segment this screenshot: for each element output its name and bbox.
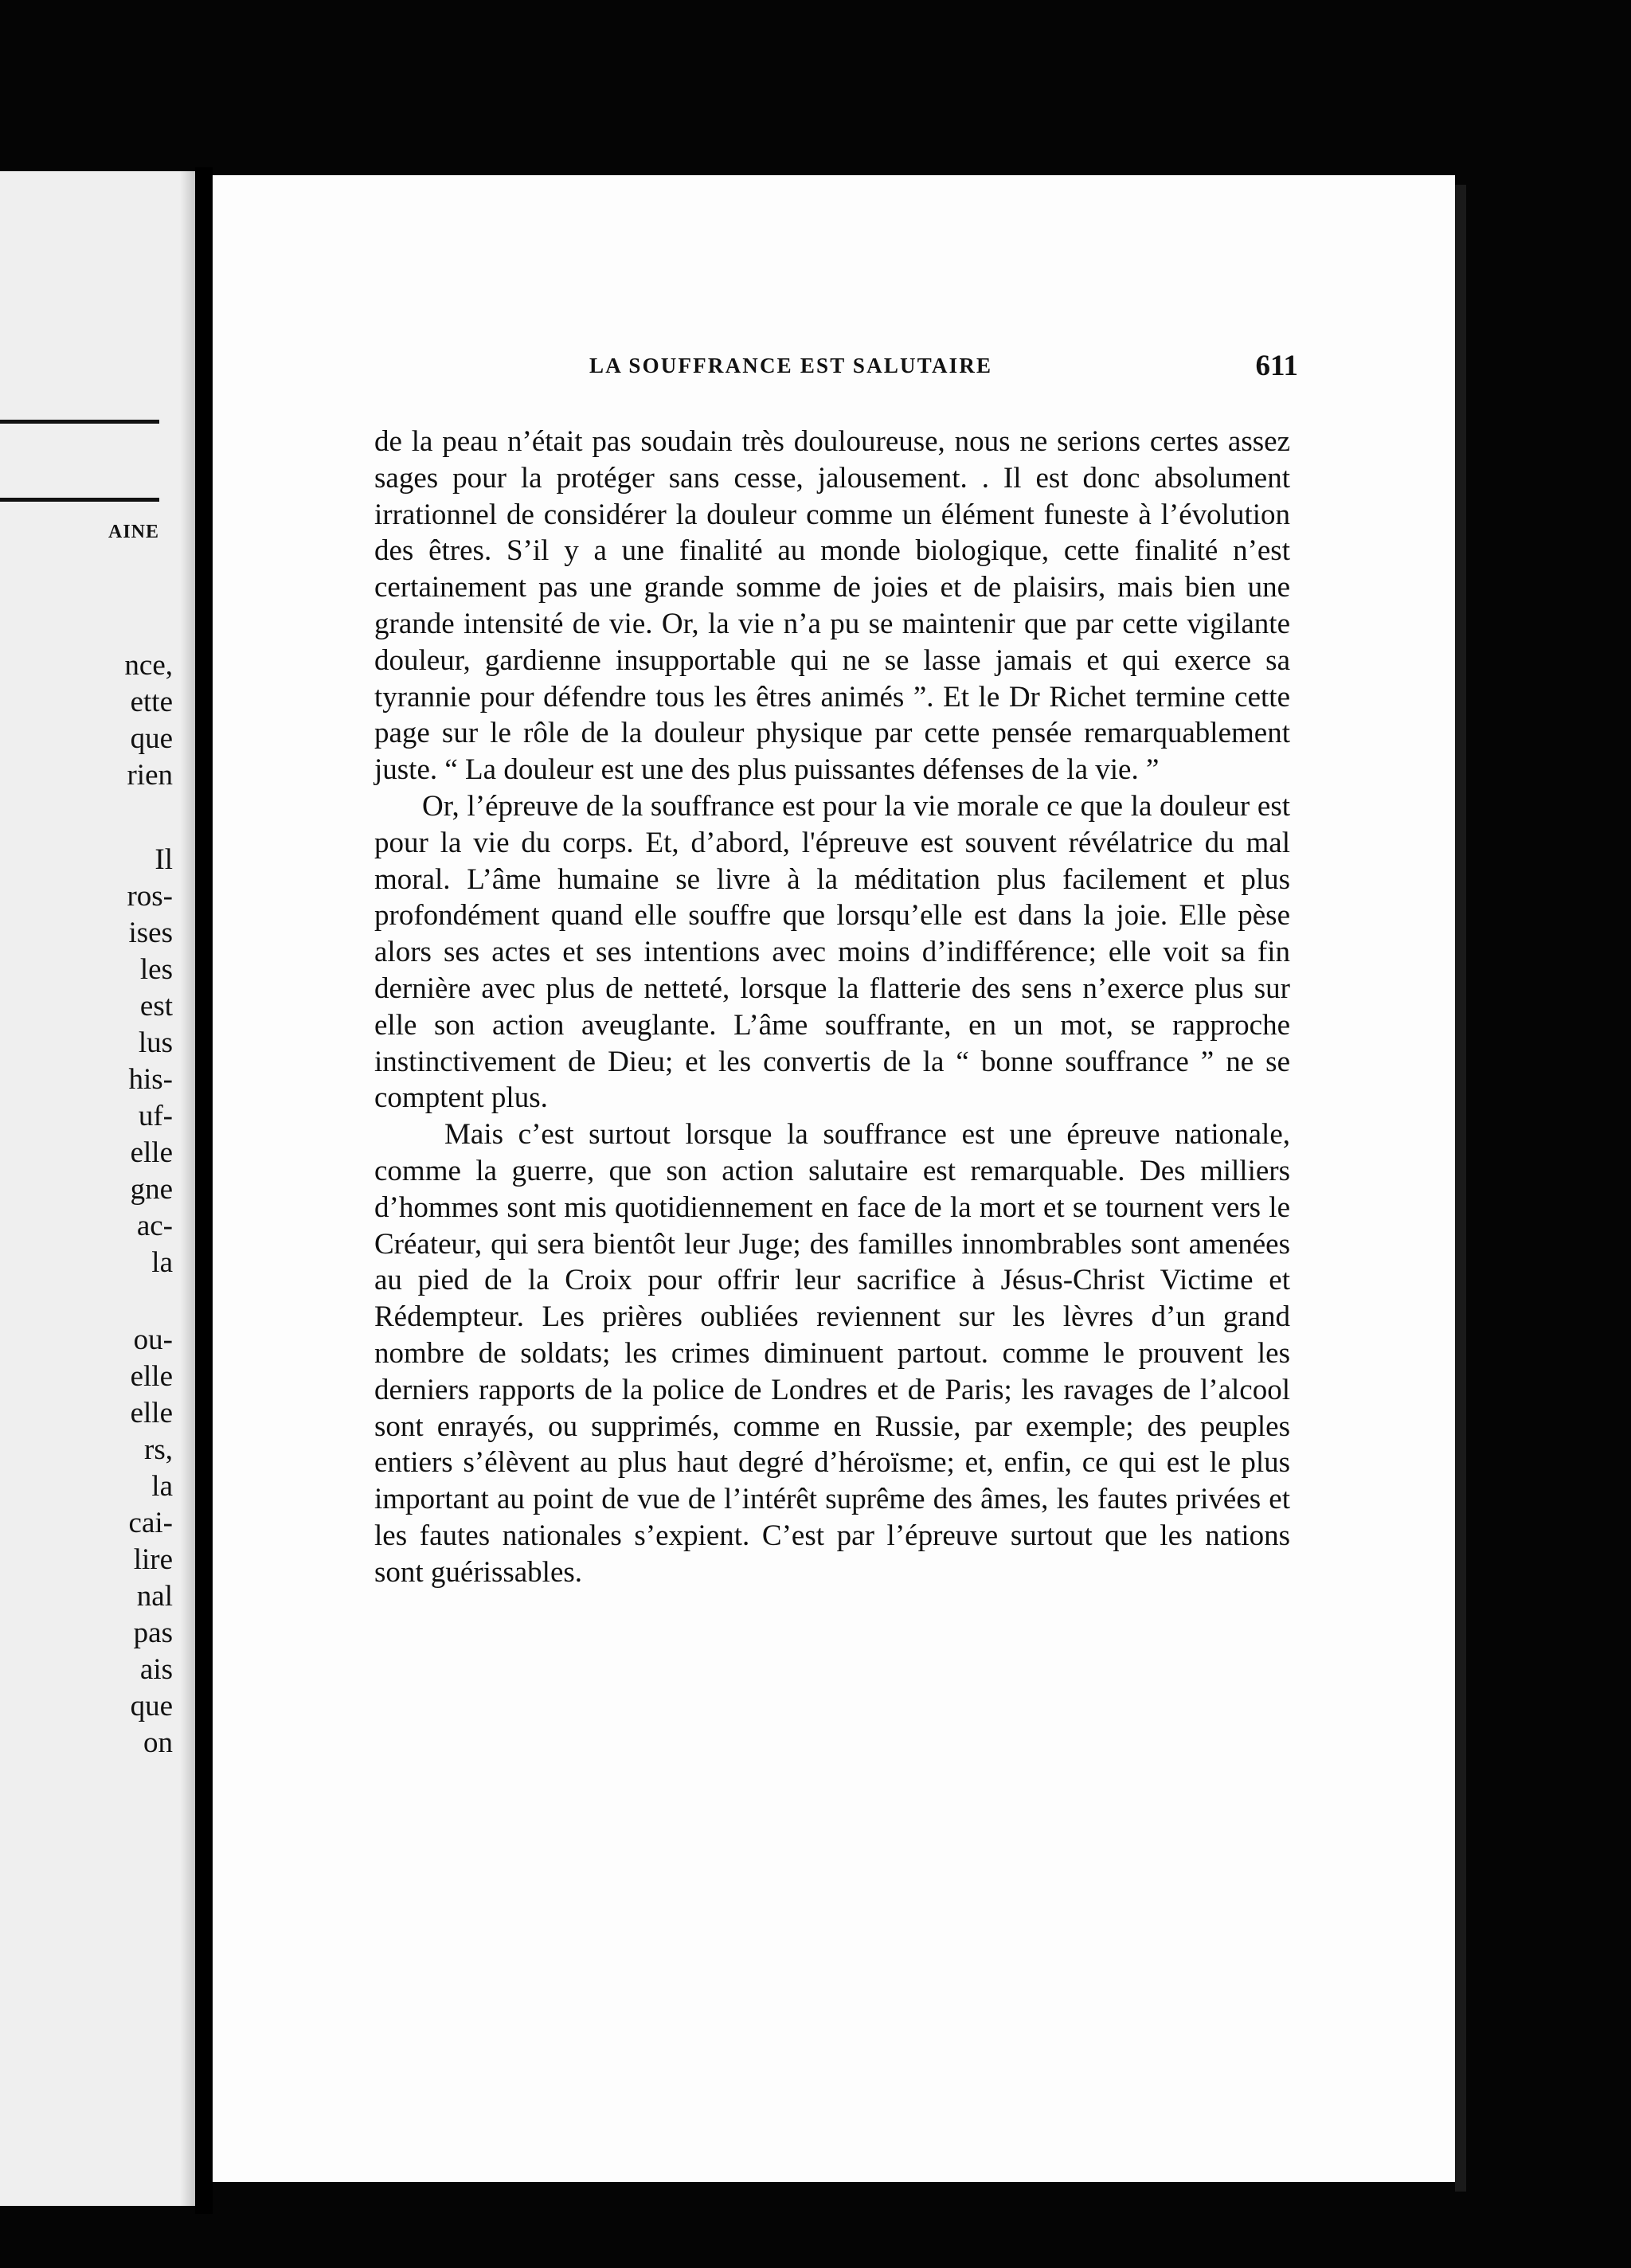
page-curl-shadow — [180, 171, 196, 2206]
running-head: LA SOUFFRANCE EST SALUTAIRE — [589, 354, 993, 377]
header-rule — [0, 420, 159, 424]
left-text-fragment: nce, ette que rien — [124, 649, 173, 792]
left-running-head-fragment: AINE — [108, 522, 159, 542]
header-rule — [0, 498, 159, 502]
body-text — [374, 424, 1290, 1591]
page-edge-shadow — [1455, 185, 1466, 2192]
paragraph: de la peau n’était pas soudain très douloureuse, nous ne serions certes assez sages pour la protéger sans cesse, jalousement. . Il est donc absolument irrationnel de considérer la douleur comme un élément funeste à l’évolution des êtres. S’il y a une finalité au monde biologique, cette finalité n’est certainement pas une grande somme de joies et de plaisirs, mais bien une grande intensité de vie. Or, la vie n’a pu se maintenir que par cette vigilante douleur, gardienne insupportable qui ne se lasse jamais et qui exerce sa tyrannie pour défendre tous les êtres animés ”. Et le Dr Richet termine cette page sur le rôle de la douleur physique par cette pensée remarquablement juste. “ La douleur est une des plus puissantes défenses de la vie. ” — [374, 425, 1290, 787]
left-page-fragment — [0, 171, 195, 2206]
paragraph: Mais c’est surtout lorsque la souffrance est une épreuve nationale, comme la guerre, que son action salutaire est remarquable. Des milliers d’hommes sont mis quotidiennement en face de la mort et se tournent vers le Créateur, qui sera bientôt leur Juge; des familles innombrables sont amenées au pied de la Croix pour offrir leur sacrifice à Jésus-Christ Victime et Rédempteur. Les prières oubliées reviennent sur les lèvres d’un grand nombre de soldats; les crimes diminuent partout. comme le prouvent les derniers rapports de la police de Londres et de Paris; les ravages de l’alcool sont enrayés, ou supprimés, comme en Russie, par exemple; des peuples entiers s’élèvent au plus haut degré d’héroïsme; et, enfin, ce qui est le plus important au point de vue de l’intérêt suprême des âmes, les fautes privées et les fautes nationales s’expient. C’est par l’épreuve surtout que les nations sont guérissables. — [374, 1118, 1290, 1589]
left-text-fragment: Il ros- ises les est lus his- uf- elle gne ac- la — [127, 843, 173, 1279]
book-gutter — [195, 167, 213, 2214]
paragraph: Or, l’épreuve de la souffrance est pour la vie morale ce que la douleur est pour la vie du corps. Et, d’abord, l'épreuve est souvent révélatrice du mal moral. L’âme humaine se livre à la méditation plus facilement et plus profondément quand elle souffre que lorsqu’elle est dans la joie. Elle pèse alors ses actes et ses intentions avec moins d’indifférence; elle voit sa fin dernière avec plus de netteté, lorsque la flatterie des sens n’exerce plus sur elle son action aveuglante. L’âme souffrante, en un mot, se rapproche instinctivement de Dieu; et les convertis de la “ bonne souffrance ” ne se comptent plus. — [374, 789, 1290, 1115]
page-number: 611 — [1255, 350, 1298, 382]
left-text-fragment: ou- elle elle rs, la cai- lire nal pas ais que on — [128, 1324, 173, 1759]
